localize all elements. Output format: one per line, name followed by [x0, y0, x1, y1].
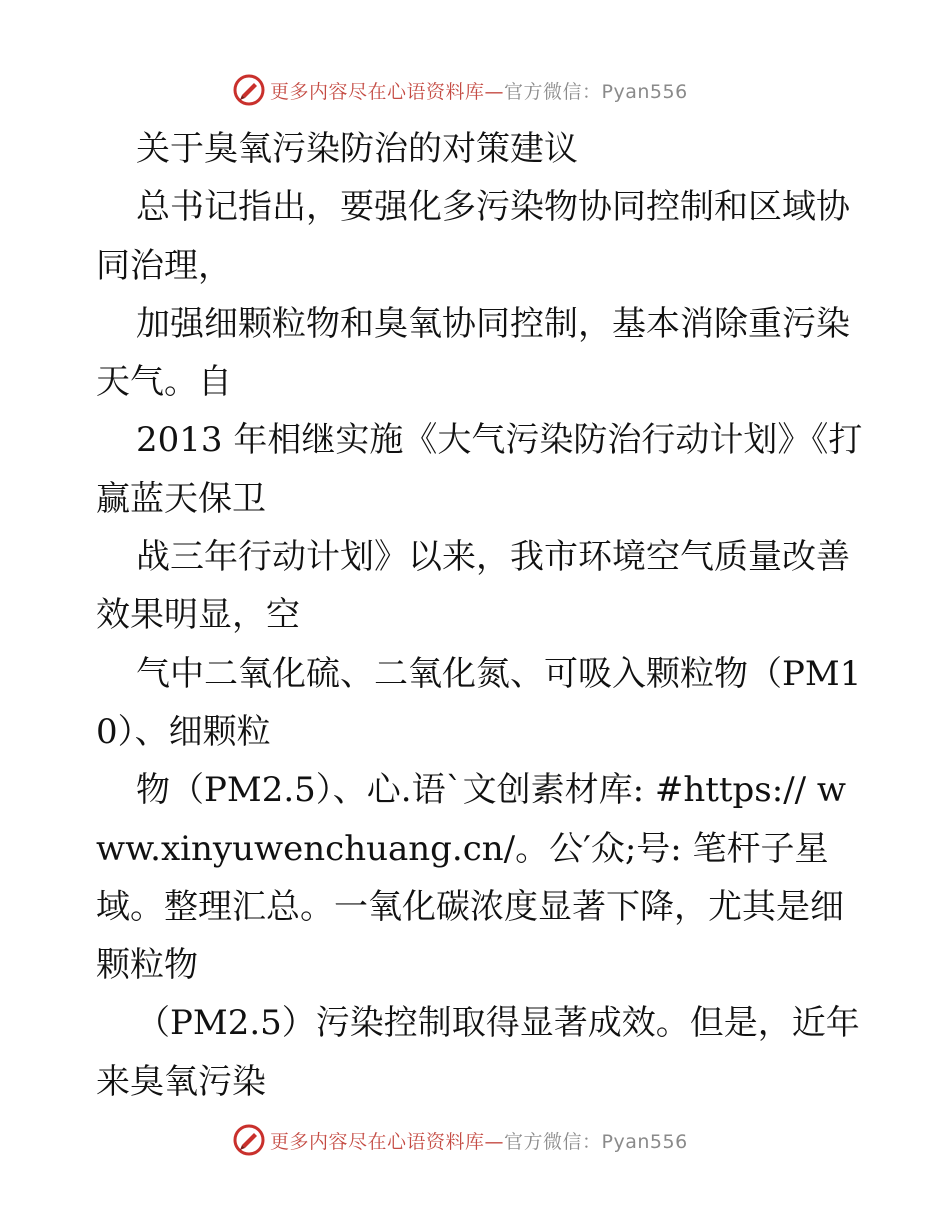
pen-logo-icon	[232, 1123, 266, 1157]
paragraph: （PM2.5）污染控制取得显著成效。但是，近年来臭氧污染	[96, 1003, 860, 1102]
paragraph: 总书记指出，要强化多污染物协同控制和区域协同治理，	[96, 187, 850, 286]
pen-logo-icon	[232, 73, 266, 107]
paragraph: 加强细颗粒物和臭氧协同控制，基本消除重污染天气。自	[96, 303, 850, 403]
footer-banner	[232, 1120, 688, 1160]
header-banner	[232, 70, 688, 110]
header-wechat: 官方微信：Pyan556	[504, 80, 688, 103]
paragraph: 战三年行动计划》以来，我市环境空气质量改善效果明显，空	[96, 537, 850, 636]
document-body	[96, 120, 866, 1111]
paragraph: 气中二氧化硫、二氧化氮、可吸入颗粒物（PM10）、细颗粒	[96, 653, 862, 752]
paragraph: 2013 年相继实施《大气污染防治行动计划》《打赢蓝天保卫	[96, 420, 863, 519]
footer-wechat: 官方微信：Pyan556	[504, 1130, 688, 1153]
paragraph: 物（PM2.5）、心.语`文创素材库: #https:// www.xinyuwenchuang.cn/。公′众;号: 笔杆子星域。整理汇总。一氧化碳浓度显著下降，尤其是细颗粒物	[96, 770, 847, 986]
header-banner-text: 更多内容尽在心语资料库—	[270, 80, 505, 103]
footer-banner-text: 更多内容尽在心语资料库—	[270, 1130, 505, 1153]
document-title: 关于臭氧污染防治的对策建议	[136, 129, 578, 169]
